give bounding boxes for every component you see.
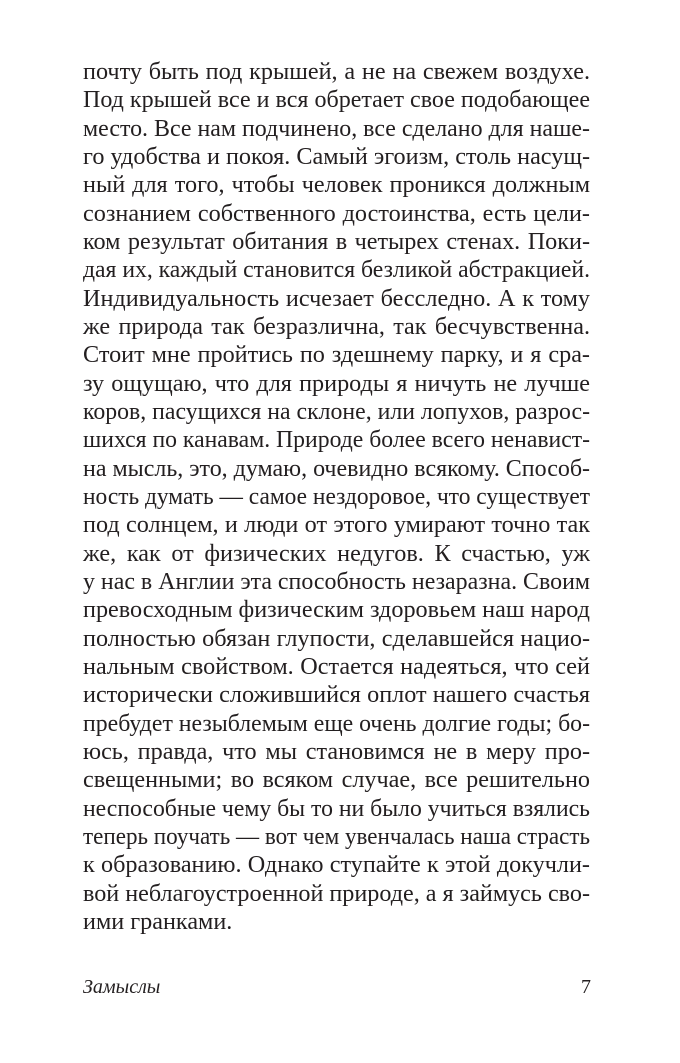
text-line: место. Все нам подчинено, все сделано для наше-: [83, 114, 590, 142]
text-line: Индивидуальность исчезает бесследно. А к тому: [83, 284, 590, 312]
text-line: теперь поучать — вот чем увенчалась наша страсть: [83, 822, 590, 850]
text-line: пребудет незыблемым еще очень долгие годы; бо-: [83, 709, 590, 737]
text-line: почту быть под крышей, а не на свежем воздухе.: [83, 58, 590, 85]
text-line: превосходным физическим здоровьем наш народ: [83, 596, 590, 624]
text-line: же, как от физических недугов. К счастью, уж: [83, 539, 590, 567]
text-line: на мысль, это, думаю, очевидно всякому. Способ-: [83, 454, 590, 482]
running-title: Замыслы: [83, 976, 161, 998]
text-line: юсь, правда, что мы становимся не в меру про-: [83, 737, 590, 765]
text-line: к образованию. Однако ступайте к этой докучли-: [83, 851, 590, 879]
text-line: свещенными; во всяком случае, все решительно: [83, 766, 590, 794]
text-line: вой неблагоустроенной природе, а я займусь сво-: [83, 879, 590, 907]
text-line: Стоит мне пройтись по здешнему парку, и я сра-: [83, 341, 590, 369]
text-line: под солнцем, и люди от этого умирают точно так: [83, 511, 590, 539]
text-line: дая их, каждый становится безликой абстракцией.: [83, 256, 590, 284]
text-line: сознанием собственного достоинства, есть цели-: [83, 199, 590, 227]
page-number: 7: [581, 976, 591, 998]
text-line: неспособные чему бы то ни было учиться взялись: [83, 794, 590, 822]
text-line: ный для того, чтобы человек проникся должным: [83, 171, 590, 199]
text-line: зу ощущаю, что для природы я ничуть не лучше: [83, 369, 590, 397]
text-line: ком результат обитания в четырех стенах. Поки-: [83, 227, 590, 255]
text-line-last: ими гранками.: [83, 907, 233, 935]
text-line: ность думать — самое нездоровое, что существует: [83, 482, 590, 510]
text-line: коров, пасущихся на склоне, или лопухов, разрос-: [83, 397, 590, 425]
text-line: шихся по канавам. Природе более всего ненавист-: [83, 426, 590, 454]
body-text: [83, 58, 590, 936]
text-line: у нас в Англии эта способность незаразна. Своим: [83, 567, 590, 595]
text-line: полностью обязан глупости, сделавшейся нацио-: [83, 624, 590, 652]
text-line: Под крышей все и вся обретает свое подобающее: [83, 86, 590, 114]
text-line: нальным свойством. Остается надеяться, что сей: [83, 652, 590, 680]
text-line: же природа так безразлична, так бесчувственна.: [83, 312, 590, 340]
text-line: го удобства и покоя. Самый эгоизм, столь насущ-: [83, 142, 590, 170]
text-line: исторически сложившийся оплот нашего счастья: [83, 681, 590, 709]
